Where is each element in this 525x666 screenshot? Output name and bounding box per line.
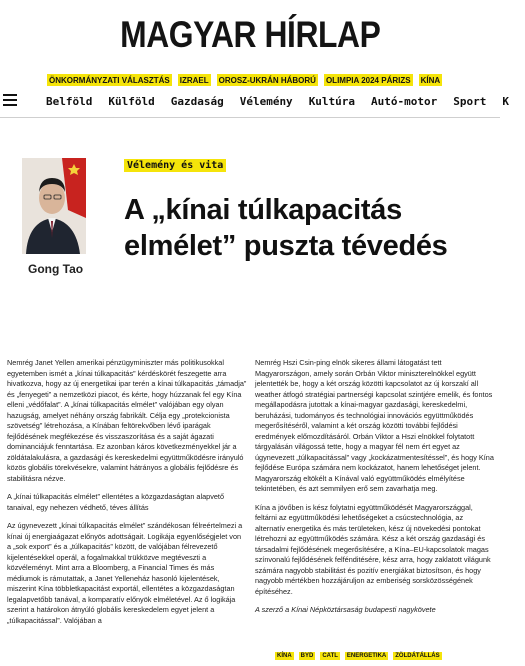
hot-topic-link[interactable]: KÍNA [420,76,441,85]
author-name[interactable]: Gong Tao [28,262,84,276]
author-byline: A szerző a Kínai Népköztársaság budapesti nagykövete [255,605,436,614]
nav-divider [0,117,500,118]
paragraph: Kína a jövőben is kész folytatni együttműködését Magyarországgal, feltárni az együttműködési lehetőségeket a csúcstechnológia, az alternatív energetika és más területeken, kész új növekedési pontokat létrehozni az együttműködés számára. Kész a két ország gazdasági és társadalmi fejlődésének megerősítésére, a Kína–EU-kapcsolatok magas színvonalú fejlődésének felfénditésére, kész arra, hogy zaklatott világunk számára nagyobb stabilitást és pozitív energiákat biztosítson, és hogy nagyobb mértékben hozzájáruljon az emberiség sorsközösségének építéséhez. [255,502,491,596]
nav-item-kulfold[interactable]: Külföld [108,95,155,108]
nav-item-kultura[interactable]: Kultúra [308,95,356,108]
tag-link[interactable]: ZÖLDÁTÁLLÁS [395,653,440,659]
nav-item-truncated[interactable]: K [502,95,510,108]
category-label[interactable]: Vélemény és vita [124,159,226,172]
article-body [7,358,495,634]
masthead [0,14,500,56]
hot-topics-bar [47,74,442,86]
paragraph: Nemrég Hszi Csin-ping elnök sikeres állami látogatást tett Magyarországon, amely során Orbán Viktor miniszterelnökkel együtt jelentették be, hogy a két ország közötti kapcsolatot az új korszakí all weather átfogó stratégiai partnerségi kapcsolat szintjére emelik, és fontos megállapodásra jutottak a kínai-magyar gazdasági, kereskedelmi, beruházási, tudományos és technológiai innovációs együttműködés megerősítéséről, valamint a két ország közötti további fejlődési eredmények előmozdításáról. Orbán Viktor a Hszi elnökkel folytatott tárgyalásán világossá tette, hogy a magyar fél nem ért egyet az úgynevezett „túlkapacitással” vagy „kockázatmentesítéssel”, és hogy Kína fejlődése Európa számára nem kockázatot, hanem lehetőséget jelent. Magyarország eltökélt a Kínával való együttműködés elmélyítése tekintetében, és azt semmilyen erő sem zavarhatja meg. [255,358,494,493]
tag-link[interactable]: BYD [300,653,314,659]
article-column-left [7,358,247,634]
article-column-right [255,358,495,634]
main-nav [0,91,510,113]
article-title: A „kínai túlkapacitás elmélet” puszta tévedés [124,194,448,262]
paragraph: A „kínai túlkapacitás elmélet” ellentétes a közgazdaságtan alapvető tanaival, egy nehezen védhető, téves állítás [7,492,225,512]
paragraph: Az úgynevezett „kínai túlkapacitás elmélet” szándékosan félreértelmezi a kínai új energiaágazat előnyös adottságait. Logikája egyenlőségjelet von a „sok export” és a „túlkapacitás” között, de valójában félrevezető kijelentésekkel operál, a fogalmakkal trükközve megtéveszti a közvéleményt. Mint arra a Bloomberg, a Financial Times és más médiumok is rámutattak, a Janet Yelleneház hasonló kijelentések, miszerint Kína többletkapacitást exportál, ellentétes a közgazdaságtan legalapvetőbb tanával, a komparatív előnyök elméletével. Az ő logikája szerint a határokon átnyúló globális kereskedelem egyet jelent a „túlkapacitással”. Valójában a [7,521,243,625]
tag-list [275,652,442,660]
nav-item-auto-motor[interactable]: Autó-motor [371,95,438,108]
nav-item-velemeny[interactable]: Vélemény [239,95,293,108]
site-logo[interactable]: MAGYAR HÍRLAP [119,14,381,55]
author-photo [22,158,86,254]
nav-item-gazdasag[interactable]: Gazdaság [170,95,224,108]
paragraph: Nemrég Janet Yellen amerikai pénzügyminiszter más politikusokkal egyetemben ismét a „kínai túlkapacitás” kérdéskörét feszegette arra hivatkozva, hogy az új energetikai ipar terén a kínai túlkapacitás „támadja” és „fenyegeti” a nemzetközi piacot, és kérte, hogy húzzanak fel egy Kína elleni „védőfalat”. A „kínai túlkapacitás elmélet” valójában egy olyan hazugság, amelyet néhány ország fabrikált. Célja egy „protekcionista szövetség” létrehozása, a Kínában feltörekvőben lévő iparágak fejlődésének megfékezése és visszaszorítása és a saját ágazati dominanciájuk fenntartása. Ez azonban káros következményekkel jár a zöldátalakulásra, a gazdasági és kereskedelmi együttműködésre irányuló közös globális törekvésekre, valamint hátrányos a globális fejlődésre és stabilitásra nézve. [7,358,247,483]
tag-link[interactable]: CATL [322,653,338,659]
hot-topic-link[interactable]: ÖNKORMÁNYZATI VÁLASZTÁS [49,76,170,85]
hot-topic-link[interactable]: OLIMPIA 2024 PÁRIZS [325,76,411,85]
nav-item-belfold[interactable]: Belföld [46,95,93,108]
hot-topic-link[interactable]: OROSZ-UKRÁN HÁBORÚ [218,76,316,85]
hot-topic-link[interactable]: IZRAEL [179,76,209,85]
nav-item-sport[interactable]: Sport [453,95,487,108]
tag-link[interactable]: ENERGETIKA [346,653,387,659]
tag-link[interactable]: KÍNA [277,653,292,659]
hamburger-icon[interactable] [3,94,17,109]
